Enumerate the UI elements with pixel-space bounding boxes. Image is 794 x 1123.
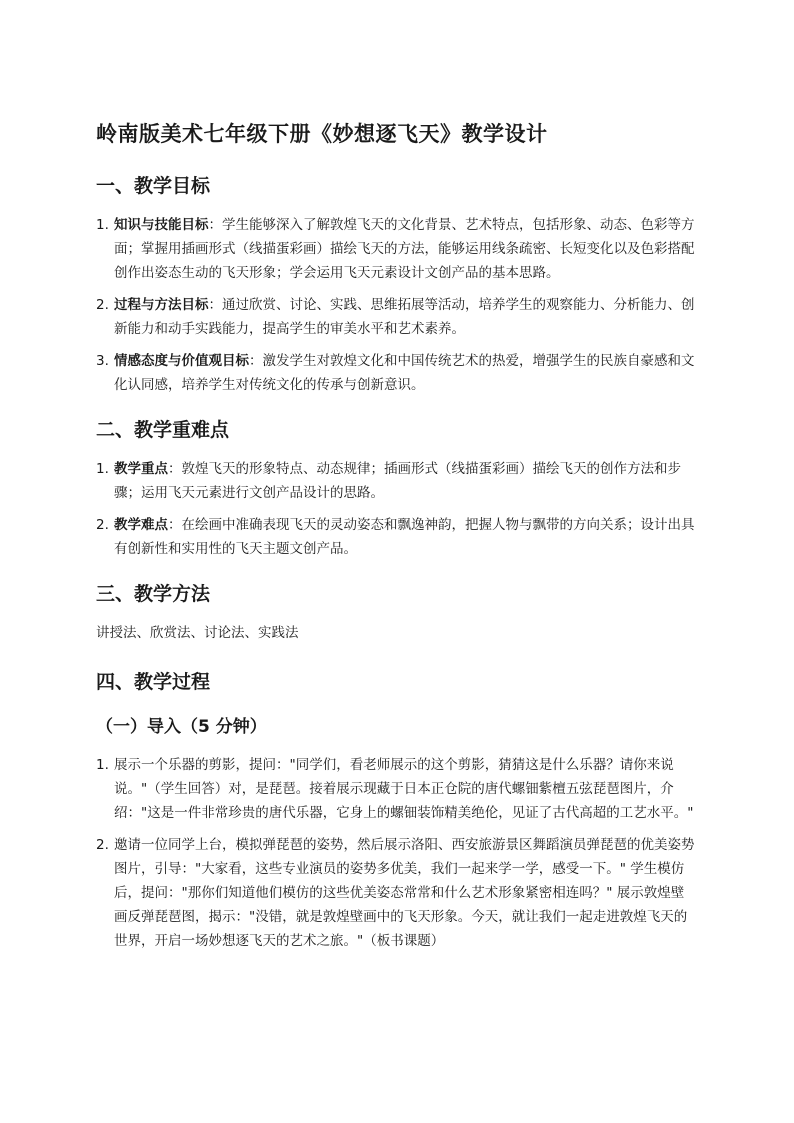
section-heading-process: 四、教学过程 (96, 671, 211, 693)
list-item (96, 457, 696, 505)
list-item-text: ：敦煌飞天的形象特点、动态规律；插画形式（线描蛋彩画）描绘飞天的创作方法和步骤；运用飞天元素进行文创产品设计的思路。 (114, 461, 681, 501)
list-item-lead: 教学重点 (114, 461, 168, 477)
document-page (96, 118, 696, 961)
document-title: 岭南版美术七年级下册《妙想逐飞天》教学设计 (96, 122, 548, 146)
list-item-text: 展示一个乐器的剪影，提问："同学们，看老师展示的这个剪影，猜猜这是什么乐器？请你来说说。"（学生回答）对，是琵琶。接着展示现藏于日本正仓院的唐代螺钿紫檀五弦琵琶图片，介绍："这是一件非常珍贵的唐代乐器，它身上的螺钿装饰精美绝伦，见证了古代高超的工艺水平。" (114, 757, 694, 821)
key-points-list (96, 457, 696, 561)
list-item-text: ：在绘画中准确表现飞天的灵动姿态和飘逸神韵，把握人物与飘带的方向关系；设计出具有创新性和实用性的飞天主题文创产品。 (114, 517, 695, 557)
list-item-lead: 知识与技能目标 (114, 217, 209, 233)
list-item (96, 293, 696, 341)
list-item-number: 3. (96, 353, 109, 369)
sub-heading-intro: （一）导入（5 分钟） (96, 717, 267, 737)
section-heading-objectives: 一、教学目标 (96, 175, 211, 197)
list-item (96, 833, 696, 953)
list-item-text: ：通过欣赏、讨论、实践、思维拓展等活动，培养学生的观察能力、分析能力、创新能力和动手实践能力，提高学生的审美水平和艺术素养。 (114, 297, 695, 337)
list-item-number: 2. (96, 517, 109, 533)
list-item (96, 213, 696, 285)
list-item-number: 2. (96, 837, 109, 853)
list-item-number: 1. (96, 757, 109, 773)
list-item (96, 349, 696, 397)
list-item-number: 1. (96, 461, 109, 477)
objectives-list (96, 213, 696, 397)
methods-text: 讲授法、欣赏法、讨论法、实践法 (96, 625, 299, 641)
list-item-lead: 教学难点 (114, 517, 168, 533)
section-heading-key-points: 二、教学重难点 (96, 419, 230, 441)
list-item-lead: 过程与方法目标 (114, 297, 209, 313)
list-item-number: 2. (96, 297, 109, 313)
list-item-text: ：激发学生对敦煌文化和中国传统艺术的热爱，增强学生的民族自豪感和文化认同感，培养学生对传统文化的传承与创新意识。 (114, 353, 695, 393)
process-list (96, 753, 696, 953)
list-item-text: 邀请一位同学上台，模拟弹琵琶的姿势，然后展示洛阳、西安旅游景区舞蹈演员弹琵琶的优美姿势图片，引导："大家看，这些专业演员的姿势多优美，我们一起来学一学，感受一下。" 学生模仿后，提问："那你们知道他们模仿的这些优美姿态常常和什么艺术形象紧密相连吗？" 展示敦煌壁画反弹琵琶图，揭示："没错，就是敦煌壁画中的飞天形象。今天，就让我们一起走进敦煌飞天的世界，开启一场妙想逐飞天的艺术之旅。"（板书课题） (114, 837, 695, 949)
list-item-lead: 情感态度与价值观目标 (114, 353, 249, 369)
list-item (96, 753, 696, 825)
list-item (96, 513, 696, 561)
list-item-number: 1. (96, 217, 109, 233)
section-heading-methods: 三、教学方法 (96, 583, 211, 605)
list-item-text: ：学生能够深入了解敦煌飞天的文化背景、艺术特点，包括形象、动态、色彩等方面；掌握用插画形式（线描蛋彩画）描绘飞天的方法，能够运用线条疏密、长短变化以及色彩搭配创作出姿态生动的飞天形象；学会运用飞天元素设计文创产品的基本思路。 (114, 217, 695, 281)
